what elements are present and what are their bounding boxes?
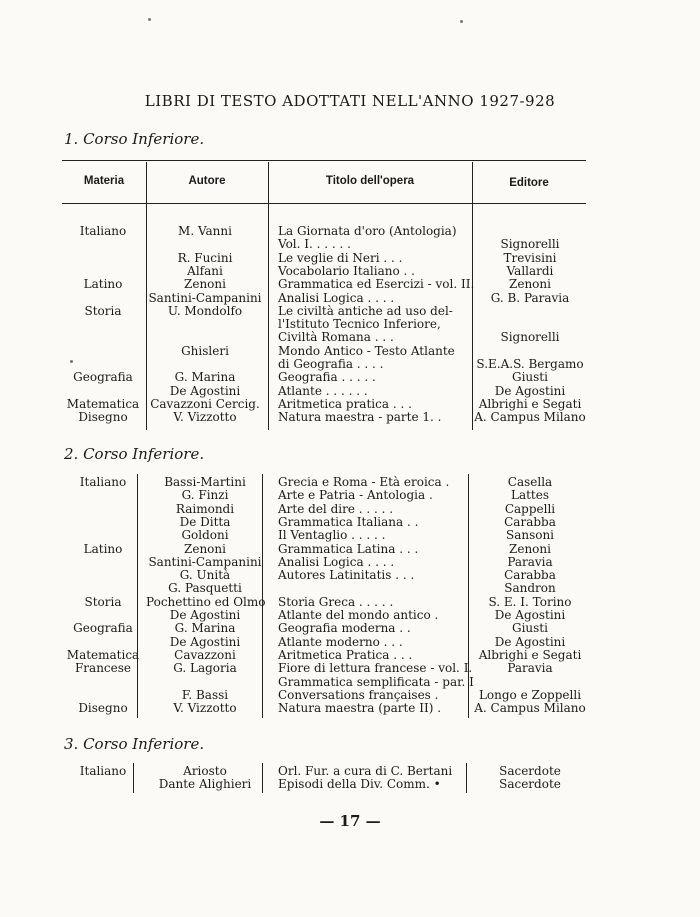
section-title-3: 3. Corso Inferiore. [64,735,205,753]
table-row [0,489,700,502]
autore-cell: V. Vizzotto [173,410,237,425]
table-row [0,689,700,702]
editore-cell: Sandron [504,581,556,596]
autore-cell: G. Finzi [181,488,229,503]
editore-cell: Albrighi e Segati [478,647,582,662]
editore-cell: Casella [507,475,553,489]
titolo-cell: Aritmetica pratica . . . [278,396,412,411]
table-row [0,556,700,569]
autore-cell: Dante Alighieri [158,777,252,792]
editore-cell: Signorelli [500,330,560,345]
editore-cell: Longo e Zoppelli [478,687,582,702]
titolo-cell: Vocabolario Italiano . . [278,263,415,278]
table-row [0,765,700,778]
autore-cell: Pochettino ed Olmo [146,594,266,609]
table-top-rule [62,160,586,161]
table-row [0,385,700,398]
titolo-cell: l'Istituto Tecnico Inferiore, [278,317,441,332]
ink-speck [460,20,463,23]
section-title-1: 1. Corso Inferiore. [64,130,205,148]
table-row [0,398,700,411]
titolo-cell: Grammatica ed Esercizi - vol. II. [278,277,475,292]
editore-cell: De Agostini [494,383,566,398]
table-row [0,609,700,622]
page-title: LIBRI DI TESTO ADOTTATI NELL'ANNO 1927-928 [144,92,556,110]
materia-cell: Geografia [73,621,133,636]
page-number: — 17 — [319,812,381,830]
autore-cell: Goldoni [181,528,229,543]
autore-cell: G. Pasquetti [168,581,242,596]
table-row [0,305,700,318]
titolo-cell: Aritmetica Pratica . . . [278,647,413,662]
section-title-2: 2. Corso Inferiore. [64,445,205,463]
table-row [0,331,700,344]
titolo-cell: Analisi Logica . . . . [278,290,395,305]
editore-cell: Sacerdote [499,764,561,778]
titolo-cell: Atlante moderno . . . [278,634,403,649]
table-row [0,702,700,715]
table-row [0,345,700,358]
autore-cell: Bassi-Martini [164,475,246,489]
editore-cell: S. E. I. Torino [488,594,572,609]
editore-cell: Carabba [504,514,556,529]
autore-cell: Cavazzoni [174,647,236,662]
editore-cell: Giusti [512,370,548,385]
autore-cell: M. Vanni [178,224,232,238]
titolo-cell: Natura maestra (parte II) . [278,701,442,716]
table-row [0,358,700,371]
header-titolo: Titolo dell'opera [325,175,415,187]
materia-cell: Storia [84,594,122,609]
materia-cell: Latino [83,277,123,292]
editore-cell: Zenoni [509,541,551,556]
table-row [0,265,700,278]
autore-cell: F. Bassi [181,687,229,702]
titolo-cell: Grecia e Roma - Età eroica . [278,475,450,489]
editore-cell: G. B. Paravia [490,290,570,305]
editore-cell: Cappelli [504,501,556,516]
table-row [0,476,700,489]
autore-cell: Santini-Campanini [148,290,262,305]
autore-cell: G. Marina [174,370,236,385]
materia-cell: Disegno [78,410,128,425]
header-editore: Editore [509,177,549,189]
editore-cell: Carabba [504,568,556,583]
autore-cell: Cavazzoni Cercig. [150,396,260,411]
autore-cell: G. Unità [179,568,231,583]
titolo-cell: Grammatica Latina . . . [278,541,419,556]
table-row [0,252,700,265]
materia-cell: Francese [74,661,132,676]
editore-cell: De Agostini [494,634,566,649]
editore-cell: Signorelli [500,237,560,252]
titolo-cell: Episodi della Div. Comm. • [278,777,441,792]
titolo-cell: Mondo Antico - Testo Atlante [278,343,455,358]
table-row [0,596,700,609]
editore-cell: Vallardi [506,263,554,278]
editore-cell: Sansoni [505,528,555,543]
table-row [0,411,700,424]
autore-cell: Zenoni [184,277,226,292]
autore-cell: Ariosto [183,764,227,778]
header-bottom-rule [62,203,586,204]
materia-cell: Geografia [73,370,133,385]
autore-cell: G. Lagoria [173,661,237,676]
editore-cell: A. Campus Milano [474,701,586,716]
materia-cell: Italiano [79,224,127,238]
titolo-cell: Arte del dire . . . . . [278,501,394,516]
editore-cell: S.E.A.S. Bergamo [476,357,584,371]
editore-cell: Trevisini [503,250,557,265]
materia-cell: Latino [83,541,123,556]
editore-cell: Giusti [512,621,548,636]
editore-cell: Zenoni [509,277,551,292]
titolo-cell: Analisi Logica . . . . [278,554,395,569]
autore-cell: De Agostini [169,634,241,649]
table-row [0,778,700,791]
titolo-cell: Civiltà Romana . . . [278,330,394,345]
titolo-cell: Le veglie di Neri . . . [278,250,403,265]
autore-cell: De Agostini [169,383,241,398]
titolo-cell: Geografia moderna . . [278,621,411,636]
materia-cell: Matematica [66,396,140,411]
table-row [0,225,700,238]
table-row [0,503,700,516]
titolo-cell: Atlante . . . . . . [278,383,368,398]
editore-cell: Lattes [510,488,550,503]
titolo-cell: Grammatica semplificata - par. I [278,674,474,689]
autore-cell: Alfani [187,263,223,278]
editore-cell: Albrighi e Segati [478,396,582,411]
materia-cell: Storia [84,303,122,318]
titolo-cell: Orl. Fur. a cura di C. Bertani [278,764,453,778]
titolo-cell: Le civiltà antiche ad uso del- [278,303,453,318]
table-row [0,662,700,675]
table-row [0,371,700,384]
autore-cell: De Ditta [179,514,231,529]
titolo-cell: Il Ventaglio . . . . . [278,528,386,543]
autore-cell: Santini-Campanini [148,554,262,569]
materia-cell: Disegno [78,701,128,716]
autore-cell: V. Vizzotto [173,701,237,716]
titolo-cell: Fiore di lettura francese - vol. I. [278,661,473,676]
table-row [0,649,700,662]
header-materia: Materia [83,175,125,187]
titolo-cell: Arte e Patria - Antologia . [278,488,433,503]
header-autore: Autore [188,175,226,187]
titolo-cell: La Giornata d'oro (Antologia) [278,224,457,238]
titolo-cell: Storia Greca . . . . . [278,594,394,609]
titolo-cell: Vol. I. . . . . . [278,237,351,252]
table-row [0,543,700,556]
editore-cell: Paravia [507,554,553,569]
titolo-cell: Atlante del mondo antico . [278,608,439,622]
materia-cell: Matematica [66,647,140,662]
autore-cell: Raimondi [175,501,235,516]
titolo-cell: Conversations françaises . [278,687,439,702]
table-row [0,636,700,649]
table-row [0,318,700,331]
table-row [0,516,700,529]
titolo-cell: di Geografia . . . . [278,357,384,371]
autore-cell: R. Fucini [177,250,233,265]
editore-cell: Sacerdote [499,777,561,792]
materia-cell: Italiano [79,475,127,489]
titolo-cell: Natura maestra - parte 1. . [278,410,442,425]
materia-cell: Italiano [79,764,127,778]
autore-cell: U. Mondolfo [167,303,243,318]
table-row [0,582,700,595]
table-row [0,238,700,251]
ink-speck [148,18,151,21]
editore-cell: De Agostini [494,608,566,622]
editore-cell: Paravia [507,661,553,676]
table-row [0,292,700,305]
table-row [0,529,700,542]
table-row [0,622,700,635]
titolo-cell: Grammatica Italiana . . [278,514,419,529]
autore-cell: G. Marina [174,621,236,636]
autore-cell: De Agostini [169,608,241,622]
table-row [0,569,700,582]
autore-cell: Ghisleri [181,343,229,358]
editore-cell: A. Campus Milano [474,410,586,425]
titolo-cell: Autores Latinitatis . . . [278,568,415,583]
table-row [0,278,700,291]
autore-cell: Zenoni [184,541,226,556]
table-row [0,676,700,689]
titolo-cell: Geografia . . . . . [278,370,376,385]
